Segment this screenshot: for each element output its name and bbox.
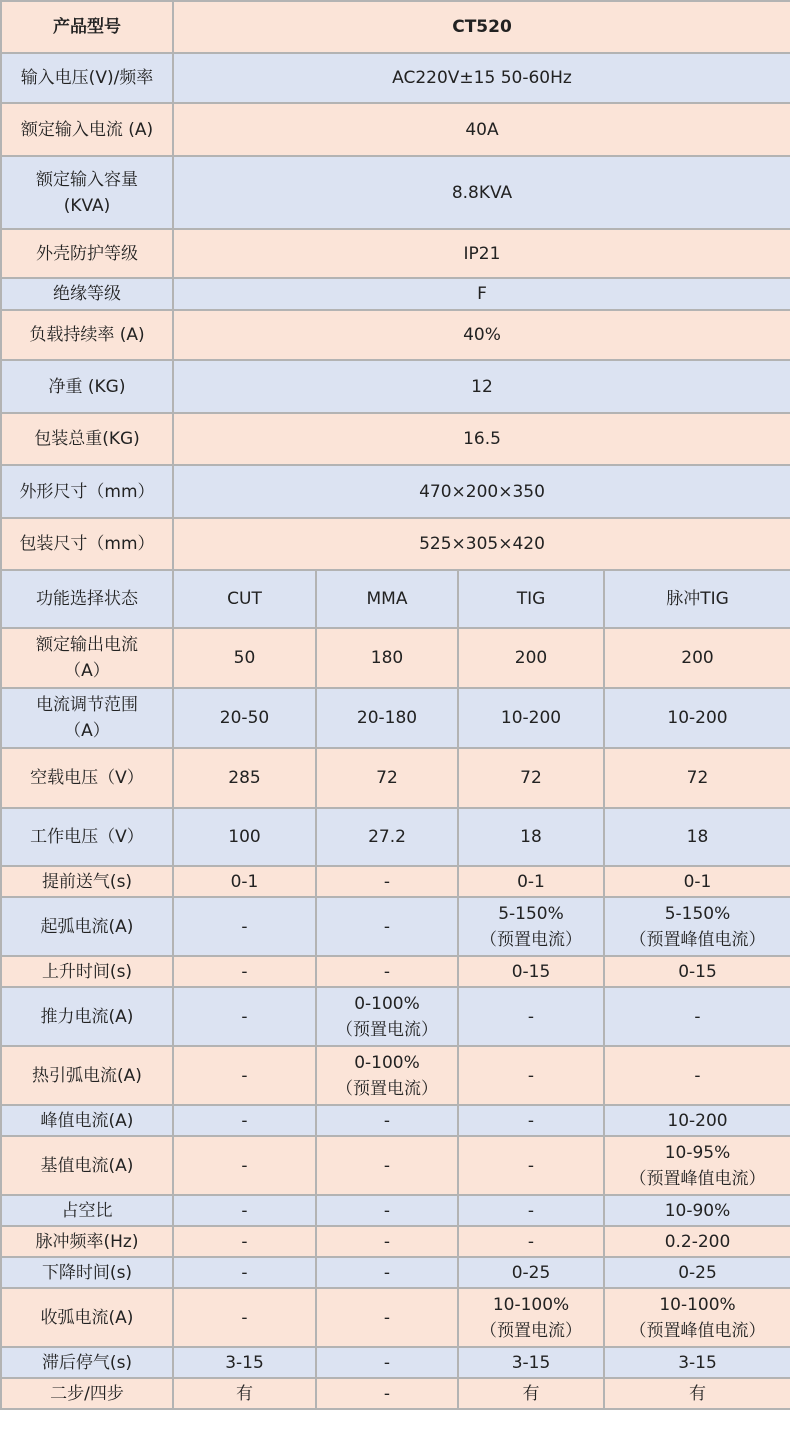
function-value: 200: [604, 628, 790, 688]
function-row: [1, 1136, 790, 1195]
function-value: 有: [173, 1378, 316, 1409]
function-value: 3-15: [458, 1347, 604, 1378]
function-value: -: [173, 1226, 316, 1257]
function-value: -: [173, 1046, 316, 1105]
function-row: [1, 1257, 790, 1288]
function-value: -: [316, 1136, 458, 1195]
function-value: -: [316, 1257, 458, 1288]
spec-row: [1, 465, 790, 518]
function-value: -: [316, 1195, 458, 1226]
spec-row: [1, 310, 790, 360]
spec-row: [1, 53, 790, 103]
function-label: 起弧电流(A): [1, 897, 173, 956]
spec-row: [1, 360, 790, 413]
function-value: -: [173, 1136, 316, 1195]
function-value: 100: [173, 808, 316, 866]
function-row: [1, 1378, 790, 1409]
function-label: 热引弧电流(A): [1, 1046, 173, 1105]
function-value: -: [604, 1046, 790, 1105]
function-label: 二步/四步: [1, 1378, 173, 1409]
function-value: 0-1: [604, 866, 790, 897]
function-value: 10-200: [604, 688, 790, 748]
function-value: 18: [458, 808, 604, 866]
spec-label: 绝缘等级: [1, 278, 173, 310]
function-value: -: [316, 1226, 458, 1257]
function-column-header: CUT: [173, 570, 316, 628]
function-value: 27.2: [316, 808, 458, 866]
spec-value: IP21: [173, 229, 790, 278]
function-value: -: [458, 987, 604, 1046]
function-value: 0-100% （预置电流）: [316, 1046, 458, 1105]
function-label: 峰值电流(A): [1, 1105, 173, 1136]
function-value: -: [173, 987, 316, 1046]
spec-label: 外形尺寸（mm）: [1, 465, 173, 518]
function-header-label: 功能选择状态: [1, 570, 173, 628]
function-row: [1, 866, 790, 897]
function-header-row: [1, 570, 790, 628]
spec-value: 525×305×420: [173, 518, 790, 570]
spec-value: 16.5: [173, 413, 790, 465]
function-value: 20-180: [316, 688, 458, 748]
function-value: 10-200: [458, 688, 604, 748]
function-value: -: [458, 1046, 604, 1105]
function-row: [1, 1105, 790, 1136]
function-label: 滞后停气(s): [1, 1347, 173, 1378]
function-row: [1, 987, 790, 1046]
function-value: 0-1: [458, 866, 604, 897]
function-value: -: [316, 897, 458, 956]
function-value: 10-90%: [604, 1195, 790, 1226]
function-value: 0.2-200: [604, 1226, 790, 1257]
spec-label: 包装总重(KG): [1, 413, 173, 465]
function-label: 下降时间(s): [1, 1257, 173, 1288]
function-value: -: [173, 1288, 316, 1347]
function-value: 5-150% （预置电流）: [458, 897, 604, 956]
function-row: [1, 1288, 790, 1347]
spec-value: 40A: [173, 103, 790, 156]
function-value: -: [173, 1105, 316, 1136]
function-value: 0-100% （预置电流）: [316, 987, 458, 1046]
function-value: 3-15: [173, 1347, 316, 1378]
function-value: -: [173, 956, 316, 987]
function-value: -: [458, 1105, 604, 1136]
function-value: -: [316, 1288, 458, 1347]
function-value: -: [458, 1136, 604, 1195]
function-value: 0-1: [173, 866, 316, 897]
function-value: 10-100% （预置电流）: [458, 1288, 604, 1347]
function-label: 上升时间(s): [1, 956, 173, 987]
function-value: 0-25: [458, 1257, 604, 1288]
function-label: 基值电流(A): [1, 1136, 173, 1195]
spec-label: 额定输入电流 (A): [1, 103, 173, 156]
function-column-header: 脉冲TIG: [604, 570, 790, 628]
function-value: 10-200: [604, 1105, 790, 1136]
spec-value: 470×200×350: [173, 465, 790, 518]
function-value: 200: [458, 628, 604, 688]
spec-value: F: [173, 278, 790, 310]
spec-row: [1, 413, 790, 465]
spec-row-model: [1, 1, 790, 53]
function-value: -: [173, 1257, 316, 1288]
spec-value: 8.8KVA: [173, 156, 790, 229]
function-value: -: [458, 1226, 604, 1257]
function-value: -: [604, 987, 790, 1046]
model-value: CT520: [173, 1, 790, 53]
function-label: 电流调节范围 （A）: [1, 688, 173, 748]
function-value: 72: [604, 748, 790, 808]
function-row: [1, 688, 790, 748]
function-value: -: [316, 1378, 458, 1409]
spec-table-body: [1, 1, 790, 1409]
function-label: 空载电压（V）: [1, 748, 173, 808]
spec-label: 净重 (KG): [1, 360, 173, 413]
function-label: 收弧电流(A): [1, 1288, 173, 1347]
spec-row: [1, 229, 790, 278]
function-row: [1, 1226, 790, 1257]
spec-label: 负载持续率 (A): [1, 310, 173, 360]
function-value: 0-25: [604, 1257, 790, 1288]
spec-label: 外壳防护等级: [1, 229, 173, 278]
function-value: 72: [458, 748, 604, 808]
spec-label: 额定输入容量 (KVA): [1, 156, 173, 229]
function-value: 有: [458, 1378, 604, 1409]
function-value: -: [173, 1195, 316, 1226]
function-row: [1, 748, 790, 808]
function-value: -: [173, 897, 316, 956]
function-row: [1, 956, 790, 987]
function-label: 额定输出电流 （A）: [1, 628, 173, 688]
function-value: -: [316, 956, 458, 987]
spec-row: [1, 518, 790, 570]
spec-row: [1, 278, 790, 310]
function-row: [1, 1046, 790, 1105]
function-row: [1, 808, 790, 866]
function-value: 有: [604, 1378, 790, 1409]
function-value: 0-15: [604, 956, 790, 987]
function-value: 72: [316, 748, 458, 808]
function-value: -: [316, 866, 458, 897]
spec-row: [1, 103, 790, 156]
function-value: 10-95% （预置峰值电流）: [604, 1136, 790, 1195]
function-column-header: MMA: [316, 570, 458, 628]
function-label: 脉冲频率(Hz): [1, 1226, 173, 1257]
function-value: 18: [604, 808, 790, 866]
function-label: 工作电压（V）: [1, 808, 173, 866]
function-row: [1, 1195, 790, 1226]
function-value: 285: [173, 748, 316, 808]
function-value: 10-100% （预置峰值电流）: [604, 1288, 790, 1347]
function-value: 20-50: [173, 688, 316, 748]
function-label: 提前送气(s): [1, 866, 173, 897]
function-value: -: [316, 1347, 458, 1378]
function-value: 180: [316, 628, 458, 688]
function-column-header: TIG: [458, 570, 604, 628]
spec-row: [1, 156, 790, 229]
model-label: 产品型号: [1, 1, 173, 53]
function-label: 占空比: [1, 1195, 173, 1226]
function-value: 50: [173, 628, 316, 688]
spec-label: 输入电压(V)/频率: [1, 53, 173, 103]
function-value: 5-150% （预置峰值电流）: [604, 897, 790, 956]
function-row: [1, 1347, 790, 1378]
function-label: 推力电流(A): [1, 987, 173, 1046]
function-row: [1, 897, 790, 956]
spec-value: 40%: [173, 310, 790, 360]
spec-value: AC220V±15 50-60Hz: [173, 53, 790, 103]
spec-label: 包装尺寸（mm）: [1, 518, 173, 570]
function-value: 0-15: [458, 956, 604, 987]
spec-value: 12: [173, 360, 790, 413]
function-value: -: [458, 1195, 604, 1226]
function-value: 3-15: [604, 1347, 790, 1378]
function-value: -: [316, 1105, 458, 1136]
function-row: [1, 628, 790, 688]
